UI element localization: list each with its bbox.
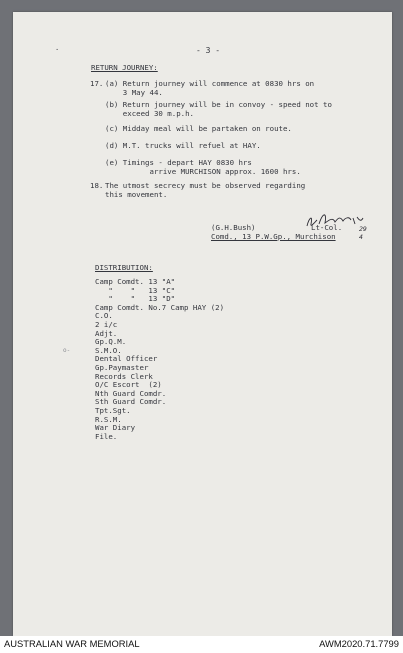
item-17b: (b) Return journey will be in convoy - speed not to exceed 30 m.p.h. (105, 100, 332, 118)
item-17-number: 17. (90, 79, 104, 88)
distribution-item: Camp Comdt. No.7 Camp HAY (2) (95, 302, 225, 312)
date-annotation: 29 4 (359, 225, 367, 241)
distribution-item: Gp.Paymaster (95, 362, 149, 372)
item-17c: (c) Midday meal will be partaken on route. (105, 124, 292, 133)
footer-accession-number: AWM2020.71.7799 (319, 638, 399, 649)
section-heading-distribution: DISTRIBUTION: (95, 263, 153, 272)
section-heading-return-journey: RETURN JOURNEY: (91, 63, 158, 72)
footer-institution: AUSTRALIAN WAR MEMORIAL (4, 638, 140, 649)
signatory-appointment: Comd., 13 P.W.Gp., Murchison (211, 232, 336, 241)
item-17e: (e) Timings - depart HAY 0830 hrs arrive MURCHISON approx. 1600 hrs. (105, 158, 301, 176)
distribution-item: R.S.M. (95, 414, 122, 424)
distribution-item: Gp.Q.M. (95, 337, 127, 347)
document-page (13, 12, 392, 636)
corner-mark: · (55, 46, 60, 54)
margin-mark: o- (63, 347, 71, 354)
distribution-item: Adjt. (95, 328, 118, 338)
distribution-item: " " 13 "C" (95, 285, 176, 295)
distribution-item: " " 13 "D" (95, 294, 176, 304)
distribution-item: S.M.O. (95, 345, 122, 355)
item-17d: (d) M.T. trucks will refuel at HAY. (105, 141, 261, 150)
distribution-item: C.O. (95, 311, 113, 321)
distribution-item: File. (95, 431, 118, 441)
signatory-rank: Lt-Col. (311, 223, 343, 232)
distribution-list (95, 278, 224, 441)
item-17a: (a) Return journey will commence at 0830 hrs on 3 May 44. (105, 79, 315, 97)
distribution-item: Sth Guard Comdr. (95, 397, 167, 407)
footer-bar (0, 636, 403, 653)
distribution-item: Records Clerk (95, 371, 153, 381)
distribution-item: O/C Escort (2) (95, 380, 162, 390)
distribution-item: Tpt.Sgt. (95, 405, 131, 415)
item-18-number: 18. (90, 181, 104, 190)
distribution-item: Dental Officer (95, 354, 158, 364)
distribution-item: War Diary (95, 423, 136, 433)
distribution-item: Nth Guard Comdr. (95, 388, 167, 398)
distribution-item: Camp Comdt. 13 "A" (95, 277, 176, 286)
distribution-item: 2 i/c (95, 319, 118, 329)
page-number: - 3 - (196, 46, 221, 55)
signatory-name: (G.H.Bush) (211, 223, 256, 232)
item-18: The utmost secrecy must be observed regarding this movement. (105, 181, 306, 199)
